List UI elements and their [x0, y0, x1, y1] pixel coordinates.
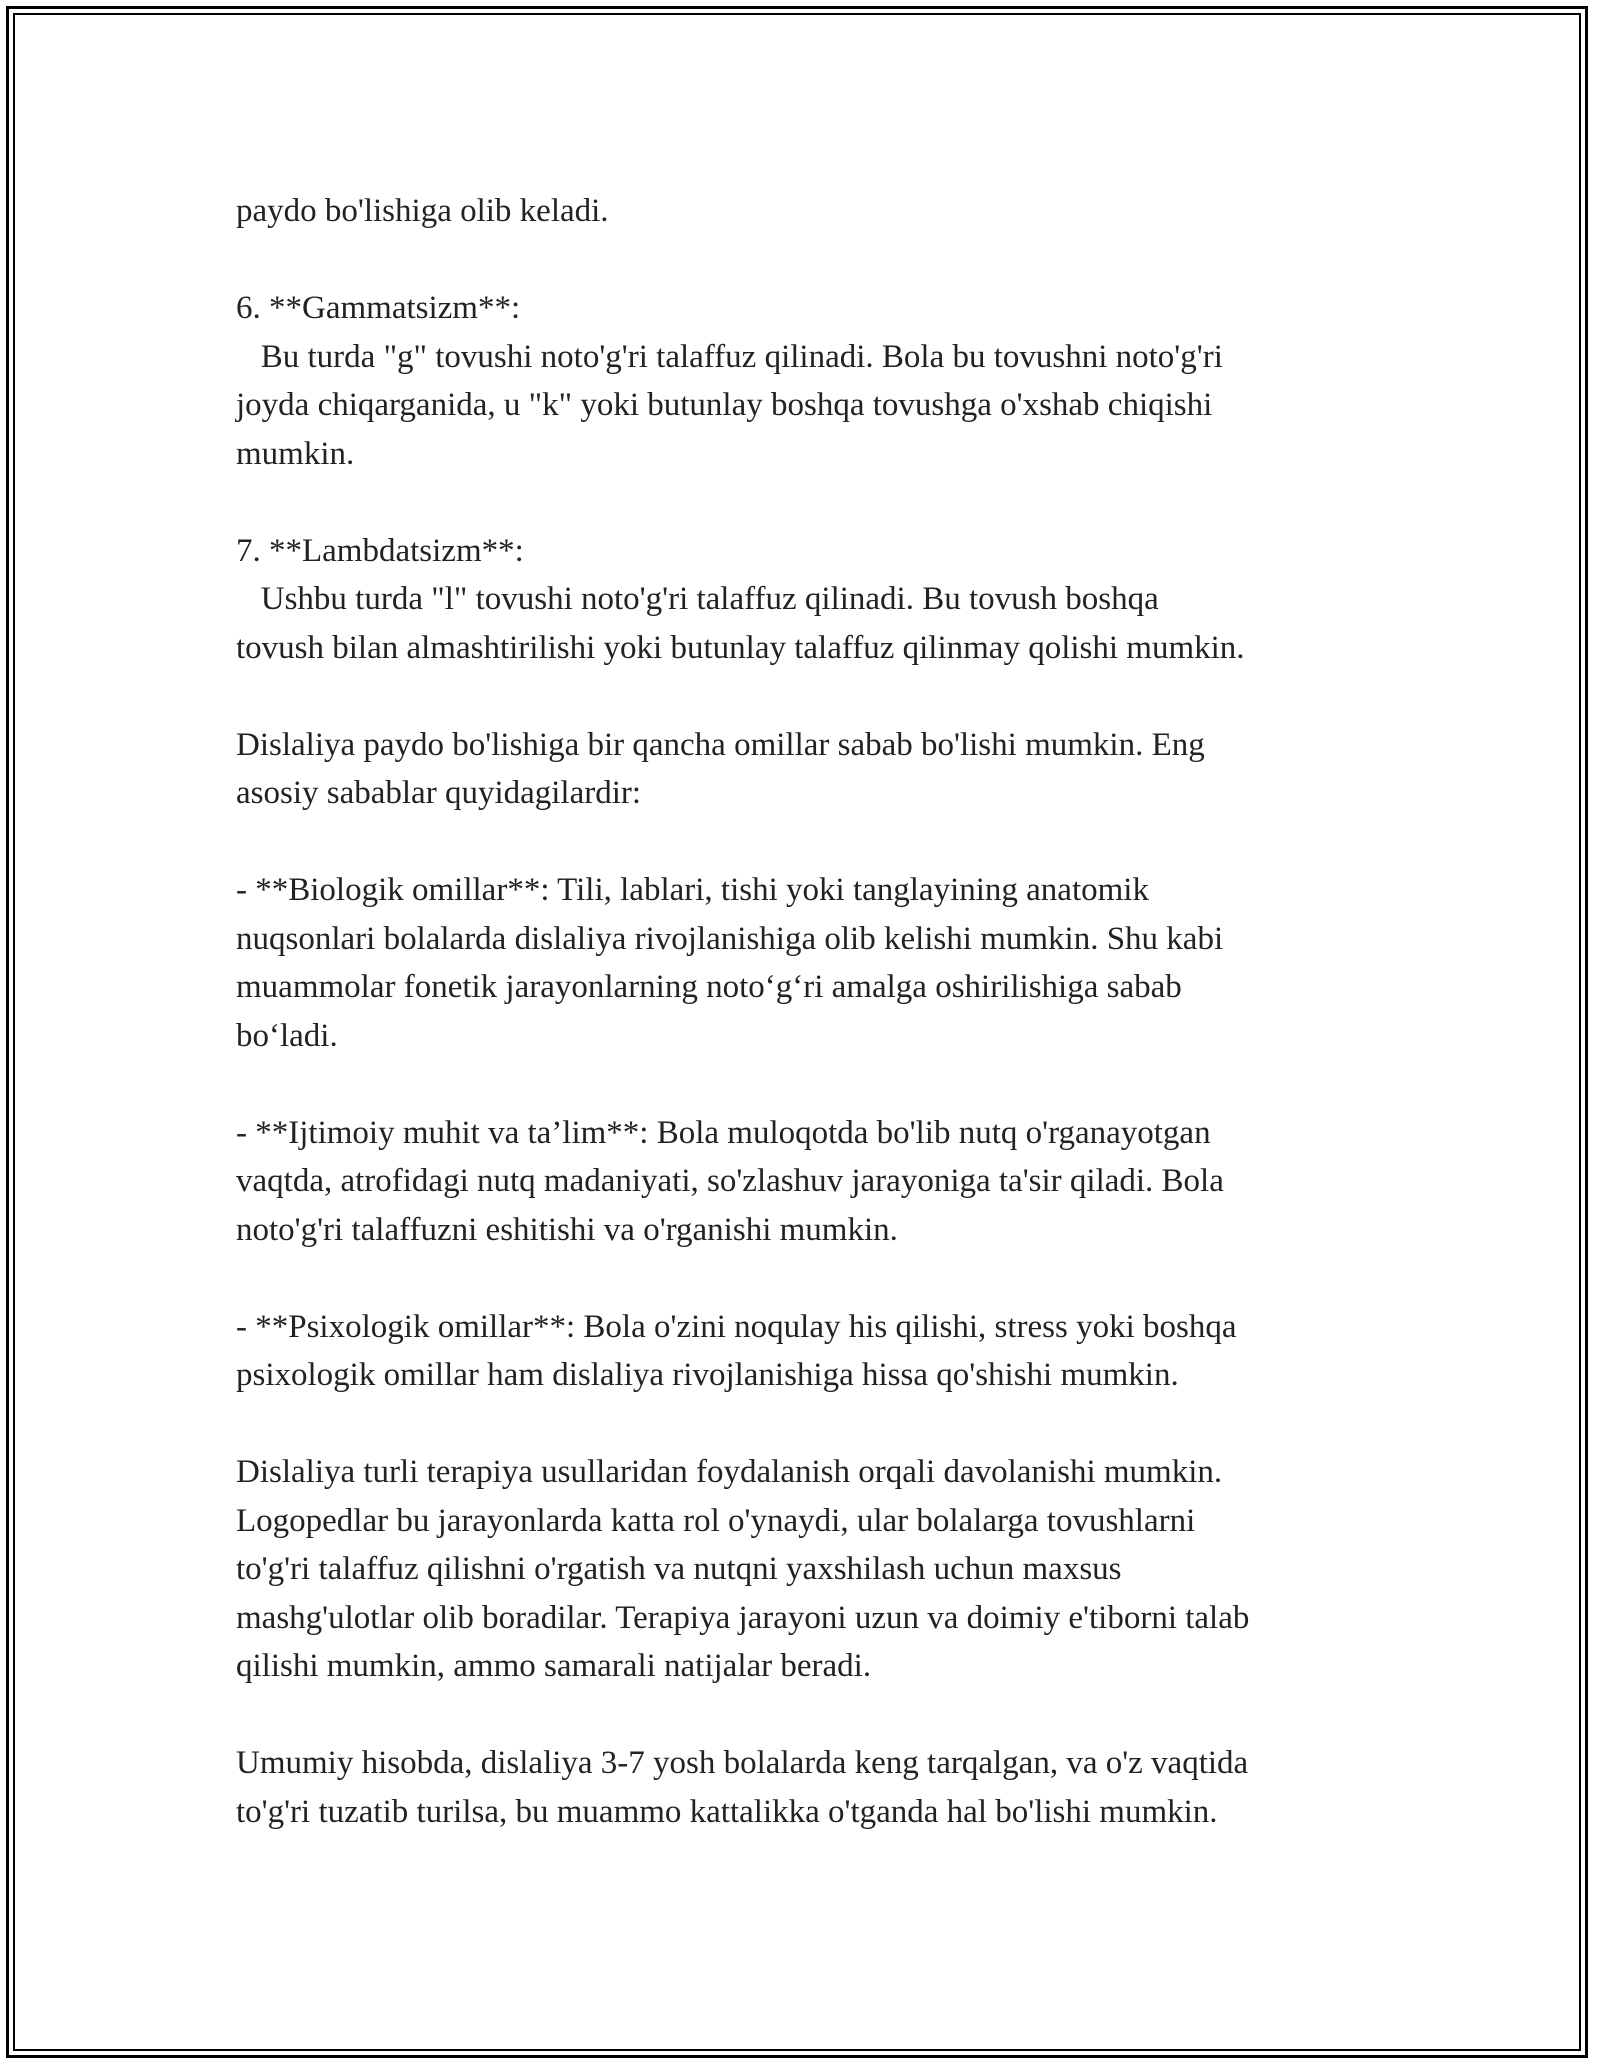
text-line: psixologik omillar ham dislaliya rivojlanishiga hissa qo'shishi mumkin. — [236, 1357, 1179, 1393]
text-line: - **Ijtimoiy muhit va ta’lim**: Bola muloqotda bo'lib nutq o'rganayotgan — [236, 1114, 1211, 1151]
paragraph-gammatsizm — [236, 284, 1382, 478]
text-line: Dislaliya paydo bo'lishiga bir qancha omillar sabab bo'lishi mumkin. Eng — [236, 726, 1205, 763]
text-line: Logopedlar bu jarayonlarda katta rol o'ynaydi, ular bolalarga tovushlarni — [236, 1502, 1196, 1539]
paragraph-intro-continuation — [236, 187, 1382, 236]
text-line: Bu turda "g" tovushi noto'g'ri talaffuz qilinadi. Bola bu tovushni noto'g'ri — [236, 338, 1223, 375]
text-line: bo‘ladi. — [236, 1017, 338, 1054]
paragraph-causes-intro — [236, 721, 1382, 818]
text-line: qilishi mumkin, ammo samarali natijalar beradi. — [236, 1648, 872, 1684]
text-line: to'g'ri tuzatib turilsa, bu muammo kattalikka o'tganda hal bo'lishi mumkin. — [236, 1793, 1218, 1830]
text-line: muammolar fonetik jarayonlarning noto‘g‘ri amalga oshirilishiga sabab — [236, 969, 1182, 1005]
text-line: mashg'ulotlar olib boradilar. Terapiya jarayoni uzun va doimiy e'tiborni talab — [236, 1599, 1250, 1636]
text-line: Ushbu turda "l" tovushi noto'g'ri talaffuz qilinadi. Bu tovush boshqa — [236, 581, 1159, 617]
paragraph-biological-factors — [236, 866, 1382, 1060]
text-line: Umumiy hisobda, dislaliya 3-7 yosh bolalarda keng tarqalgan, va o'z vaqtida — [236, 1745, 1249, 1781]
paragraph-conclusion — [236, 1739, 1382, 1836]
document-body — [236, 187, 1382, 1885]
text-line: 6. **Gammatsizm**: — [236, 290, 521, 326]
text-line: mumkin. — [236, 435, 355, 472]
text-line: to'g'ri talaffuz qilishni o'rgatish va nutqni yaxshilash uchun maxsus — [236, 1551, 1122, 1587]
text-line: - **Psixologik omillar**: Bola o'zini noqulay his qilishi, stress yoki boshqa — [236, 1308, 1237, 1345]
text-line: 7. **Lambdatsizm**: — [236, 532, 524, 569]
paragraph-therapy — [236, 1448, 1382, 1691]
text-line: vaqtda, atrofidagi nutq madaniyati, so'zlashuv jarayoniga ta'sir qiladi. Bola — [236, 1163, 1224, 1199]
text-line: - **Biologik omillar**: Tili, lablari, tishi yoki tanglayining anatomik — [236, 872, 1149, 908]
text-line: noto'g'ri talaffuzni eshitishi va o'rganishi mumkin. — [236, 1211, 898, 1248]
text-line: tovush bilan almashtirilishi yoki butunlay talaffuz qilinmay qolishi mumkin. — [236, 629, 1245, 666]
text-line: asosiy sabablar quyidagilardir: — [236, 775, 642, 811]
paragraph-lambdatsizm — [236, 527, 1382, 673]
text-line: Dislaliya turli terapiya usullaridan foydalanish orqali davolanishi mumkin. — [236, 1454, 1223, 1490]
text-line: paydo bo'lishiga olib keladi. — [236, 193, 609, 229]
paragraph-psychological-factors — [236, 1303, 1382, 1400]
paragraph-social-factors — [236, 1109, 1382, 1255]
text-line: joyda chiqarganida, u "k" yoki butunlay boshqa tovushga o'xshab chiqishi — [236, 387, 1213, 423]
text-line: nuqsonlari bolalarda dislaliya rivojlanishiga olib kelishi mumkin. Shu kabi — [236, 920, 1224, 957]
